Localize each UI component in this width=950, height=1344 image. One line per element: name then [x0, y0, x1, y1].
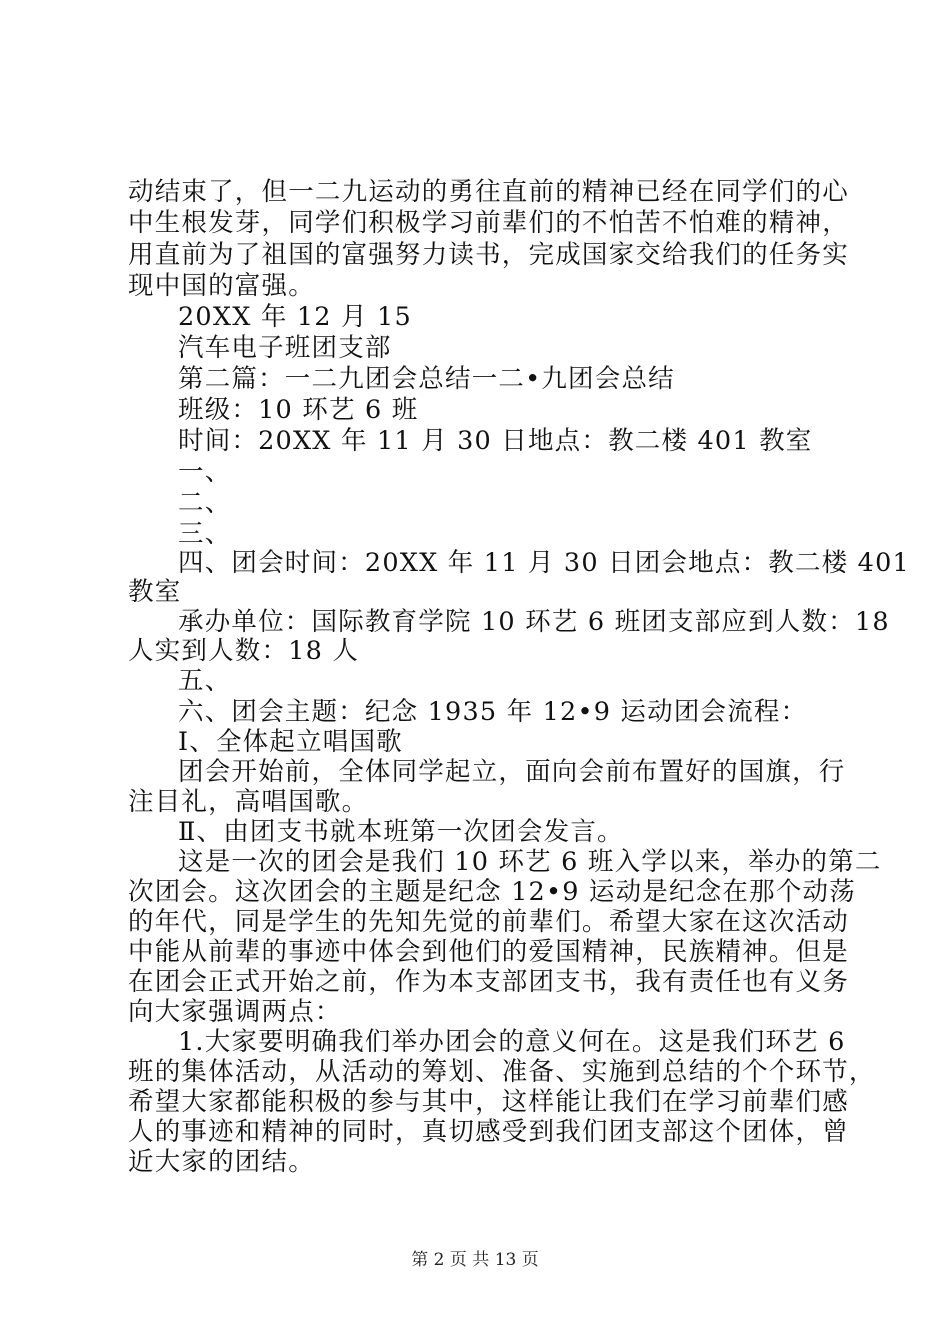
step-2-heading: Ⅱ、由团支书就本班第一次团会发言。 — [178, 817, 624, 847]
text-line: 用直前为了祖国的富强努力读书，完成国家交给我们的任务实 — [128, 240, 849, 270]
class-line: 班级：10 环艺 6 班 — [178, 395, 419, 425]
organization-line: 汽车电子班团支部 — [178, 333, 392, 363]
text-line: 近大家的团结。 — [128, 1147, 315, 1177]
list-item-4: 四、团会时间：20XX 年 11 月 30 日团会地点：教二楼 401 — [178, 548, 910, 578]
text-line: 这是一次的团会是我们 10 环艺 6 班入学以来，举办的第二 — [178, 847, 882, 877]
list-item-1: 一、 — [178, 457, 232, 487]
list-item-6: 六、团会主题：纪念 1935 年 12•9 运动团会流程： — [178, 697, 808, 727]
section-title: 第二篇：一二九团会总结一二•九团会总结 — [178, 364, 675, 394]
point-1-line: 1.大家要明确我们举办团会的意义何在。这是我们环艺 6 — [178, 1027, 846, 1057]
time-place-line: 时间：20XX 年 11 月 30 日地点：教二楼 401 教室 — [178, 426, 813, 456]
text-line: 团会开始前，全体同学起立，面向会前布置好的国旗，行 — [178, 757, 846, 787]
text-line: 希望大家都能积极的参与其中，这样能让我们在学习前辈们感 — [128, 1087, 849, 1117]
step-1-heading: Ⅰ、全体起立唱国歌 — [178, 727, 403, 757]
text-line: 人实到人数：18 人 — [128, 636, 360, 666]
text-line: 教室 — [128, 577, 182, 607]
date-line: 20XX 年 12 月 15 — [178, 302, 412, 332]
text-line: 次团会。这次团会的主题是纪念 12•9 运动是纪念在那个动荡 — [128, 877, 856, 907]
text-line: 的年代，同是学生的先知先觉的前辈们。希望大家在这次活动 — [128, 907, 849, 937]
list-item-5: 五、 — [178, 666, 232, 696]
text-line: 班的集体活动，从活动的筹划、准备、实施到总结的个个环节， — [128, 1057, 876, 1087]
list-item-3: 三、 — [178, 519, 232, 549]
list-item-2: 二、 — [178, 488, 232, 518]
text-line: 人的事迹和精神的同时，真切感受到我们团支部这个团体，曾 — [128, 1117, 849, 1147]
text-line: 动结束了，但一二九运动的勇往直前的精神已经在同学们的心 — [128, 177, 849, 207]
text-line: 中能从前辈的事迹中体会到他们的爱国精神，民族精神。但是 — [128, 937, 849, 967]
text-line: 现中国的富强。 — [128, 271, 315, 301]
text-line: 在团会正式开始之前，作为本支部团支书，我有责任也有义务 — [128, 967, 849, 997]
organizer-line: 承办单位：国际教育学院 10 环艺 6 班团支部应到人数：18 — [178, 607, 890, 637]
text-line: 注目礼，高唱国歌。 — [128, 787, 369, 817]
text-line: 中生根发芽，同学们积极学习前辈们的不怕苦不怕难的精神， — [128, 208, 849, 238]
text-line: 向大家强调两点： — [128, 997, 342, 1027]
page-number-footer: 第 2 页 共 13 页 — [411, 1250, 539, 1270]
